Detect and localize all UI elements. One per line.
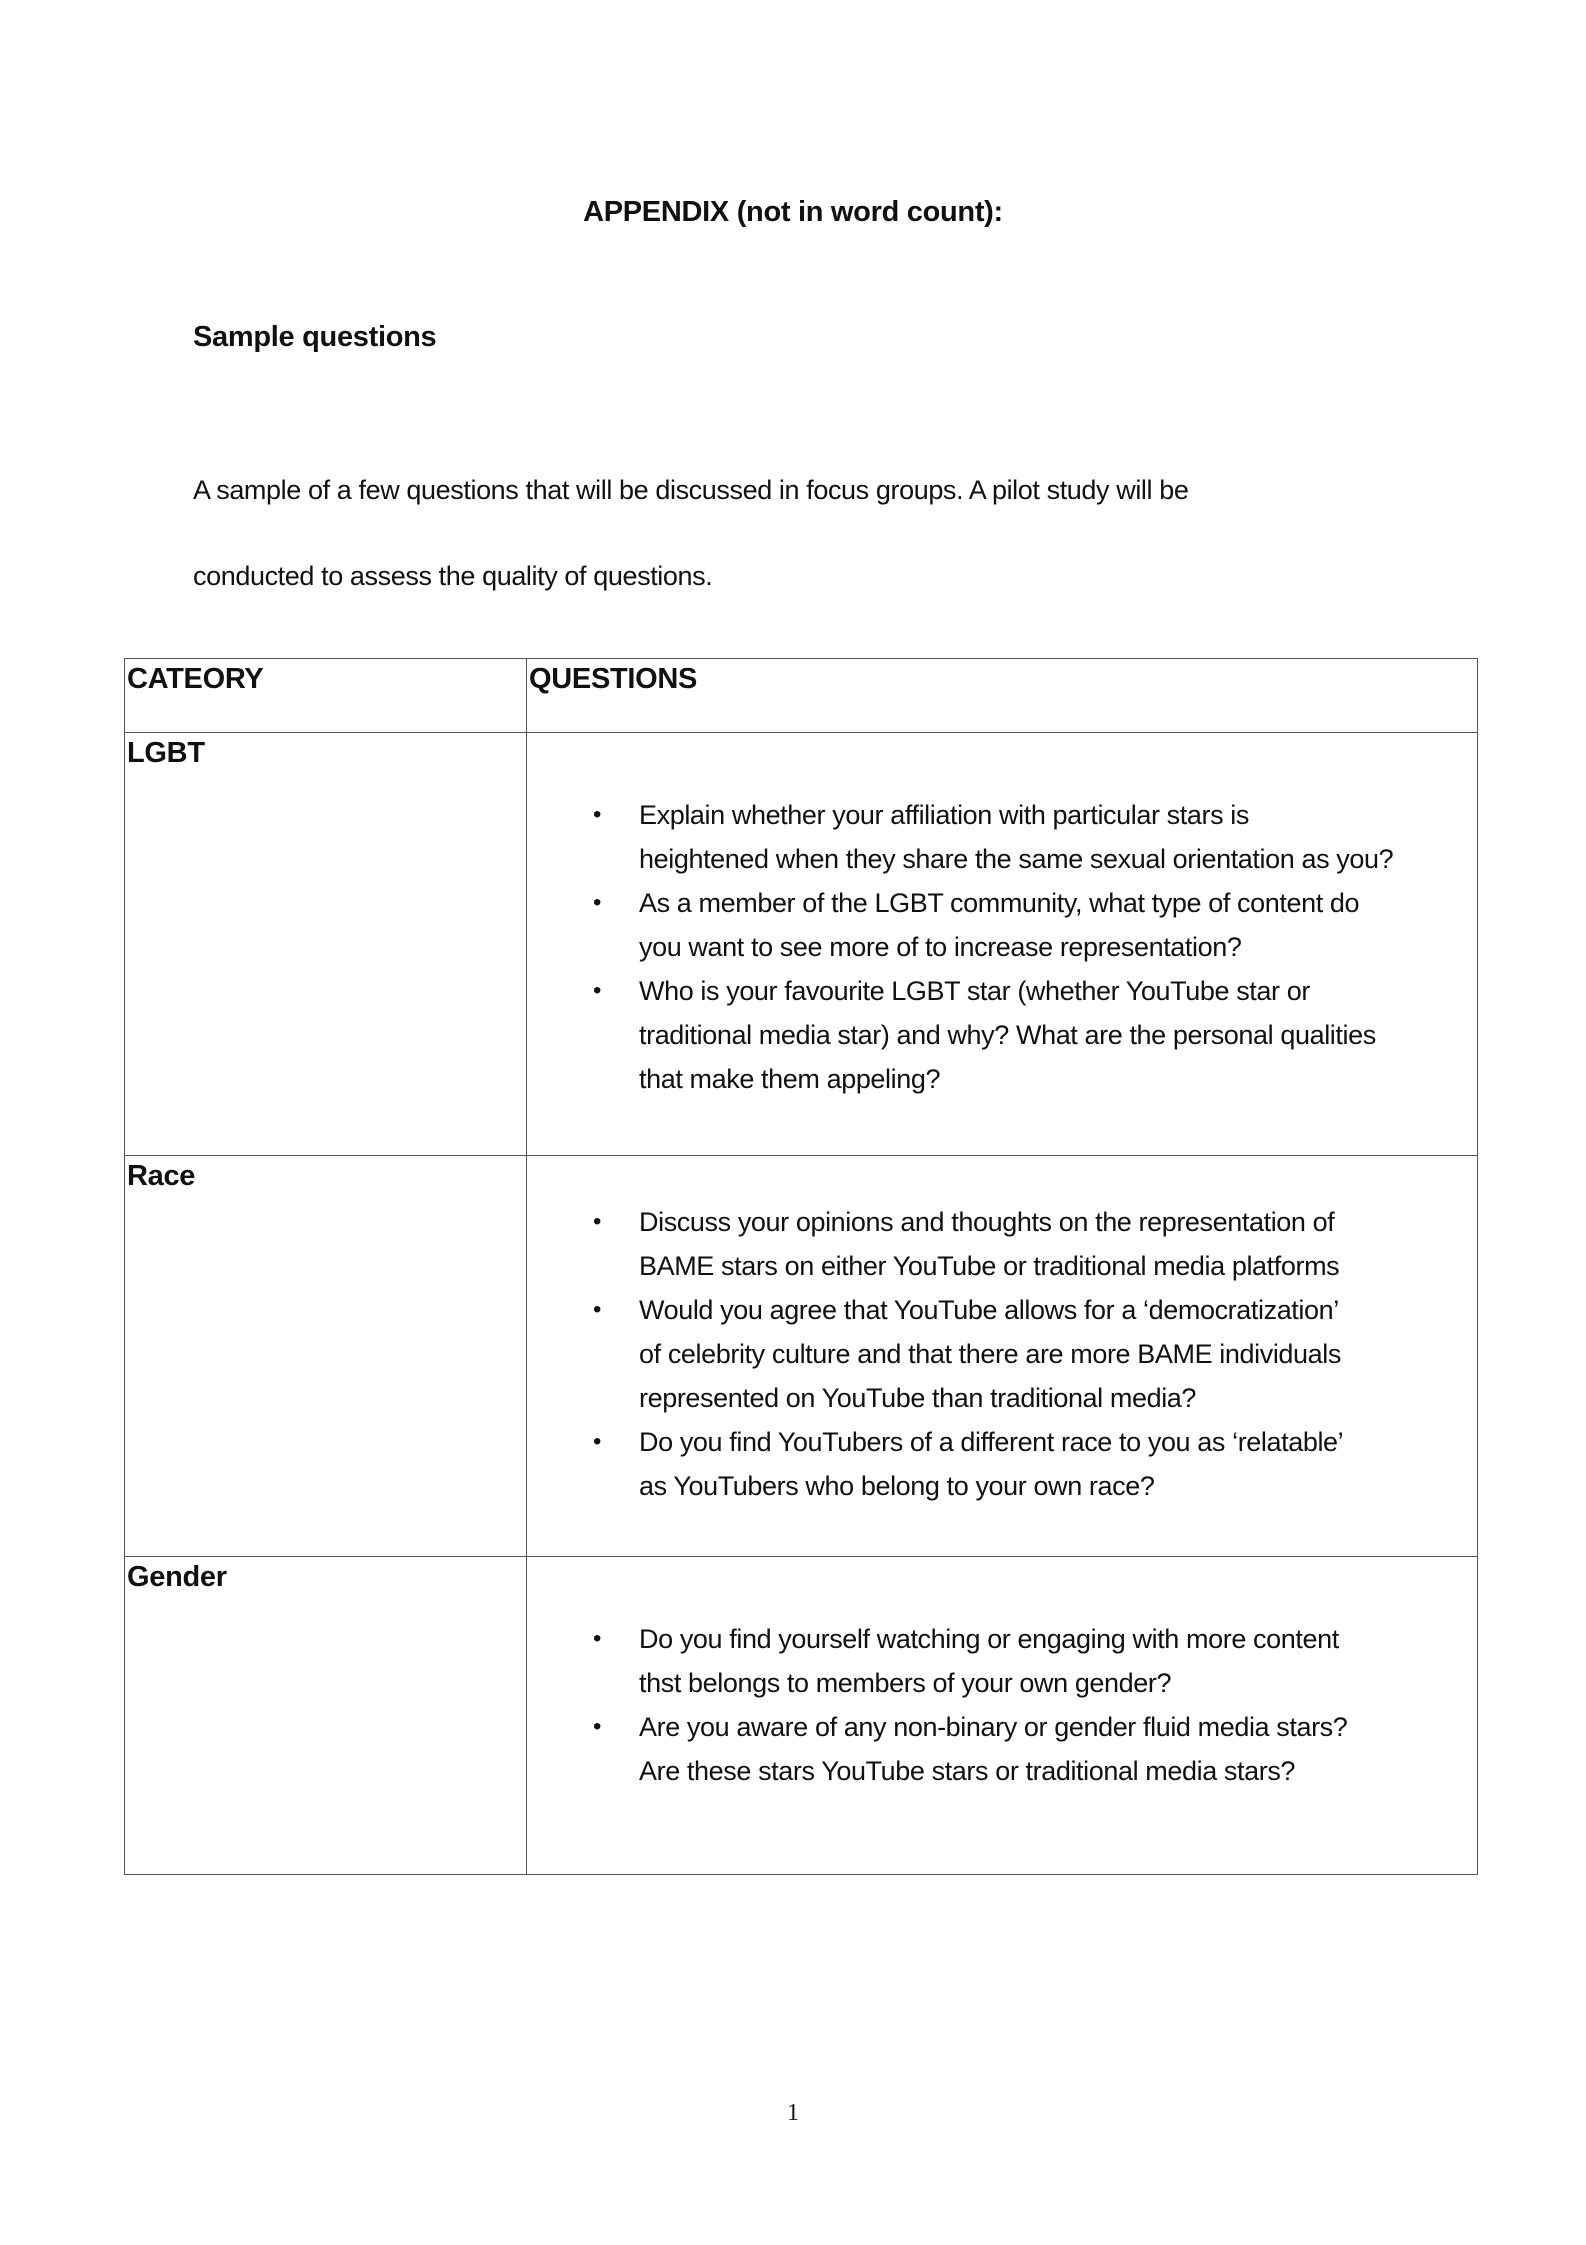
intro-line-1: A sample of a few questions that will be discussed in focus groups. A pilot study will be (193, 475, 1189, 505)
header-questions-label: QUESTIONS (529, 663, 698, 695)
bullet-icon: • (592, 1296, 601, 1323)
question-line: you want to see more of to increase representation? (639, 932, 1242, 962)
list-item (587, 1617, 1437, 1705)
intro-line-2: conducted to assess the quality of questions. (193, 561, 713, 591)
question-list (527, 733, 1477, 1101)
question-line: heightened when they share the same sexual orientation as you? (639, 844, 1394, 874)
bullet-icon: • (592, 1208, 601, 1235)
question-line: Would you agree that YouTube allows for a ‘democratization’ (639, 1295, 1339, 1325)
question-line: BAME stars on either YouTube or traditional media platforms (639, 1251, 1340, 1281)
header-cell-questions (527, 659, 1478, 733)
bullet-icon: • (592, 1428, 601, 1455)
bullet-icon: • (592, 801, 601, 828)
list-item (587, 969, 1437, 1101)
question-line: represented on YouTube than traditional media? (639, 1383, 1197, 1413)
list-item (587, 881, 1437, 969)
list-item (587, 793, 1437, 881)
category-label: LGBT (127, 737, 205, 769)
questions-table (124, 658, 1478, 1875)
category-cell (125, 1557, 527, 1875)
bullet-icon: • (592, 1625, 601, 1652)
table-row (125, 733, 1478, 1156)
question-line: As a member of the LGBT community, what type of content do (639, 888, 1360, 918)
bullet-icon: • (592, 977, 601, 1004)
category-cell (125, 1156, 527, 1557)
questions-cell (527, 733, 1478, 1156)
bullet-icon: • (592, 1713, 601, 1740)
question-list (527, 1156, 1477, 1508)
list-item (587, 1705, 1437, 1793)
category-label: Race (127, 1160, 196, 1192)
table-row (125, 1557, 1478, 1875)
question-line: traditional media star) and why? What are the personal qualities (639, 1020, 1376, 1050)
page-number: 1 (787, 2100, 799, 2126)
category-cell (125, 733, 527, 1156)
question-line: of celebrity culture and that there are more BAME individuals (639, 1339, 1341, 1369)
question-line: Do you find YouTubers of a different race to you as ‘relatable’ (639, 1427, 1344, 1457)
question-line: Explain whether your affiliation with particular stars is (639, 800, 1249, 830)
question-line: Are these stars YouTube stars or traditional media stars? (639, 1756, 1296, 1786)
questions-cell (527, 1557, 1478, 1875)
category-label: Gender (127, 1561, 227, 1593)
table-header-row (125, 659, 1478, 733)
list-item (587, 1420, 1437, 1508)
page-title: APPENDIX (not in word count): (583, 196, 1003, 228)
question-line: as YouTubers who belong to your own race? (639, 1471, 1155, 1501)
question-line: Do you find yourself watching or engaging with more content (639, 1624, 1339, 1654)
question-line: Who is your favourite LGBT star (whether YouTube star or (639, 976, 1310, 1006)
header-cell-category (125, 659, 527, 733)
table-row (125, 1156, 1478, 1557)
list-item (587, 1288, 1437, 1420)
bullet-icon: • (592, 889, 601, 916)
section-heading: Sample questions (193, 321, 437, 353)
question-line: that make them appeling? (639, 1064, 941, 1094)
header-category-label: CATEORY (127, 663, 264, 695)
question-list (527, 1557, 1477, 1793)
question-line: Are you aware of any non-binary or gender fluid media stars? (639, 1712, 1348, 1742)
question-line: thst belongs to members of your own gender? (639, 1668, 1172, 1698)
questions-cell (527, 1156, 1478, 1557)
list-item (587, 1200, 1437, 1288)
intro-paragraph (193, 447, 1393, 619)
question-line: Discuss your opinions and thoughts on the representation of (639, 1207, 1335, 1237)
